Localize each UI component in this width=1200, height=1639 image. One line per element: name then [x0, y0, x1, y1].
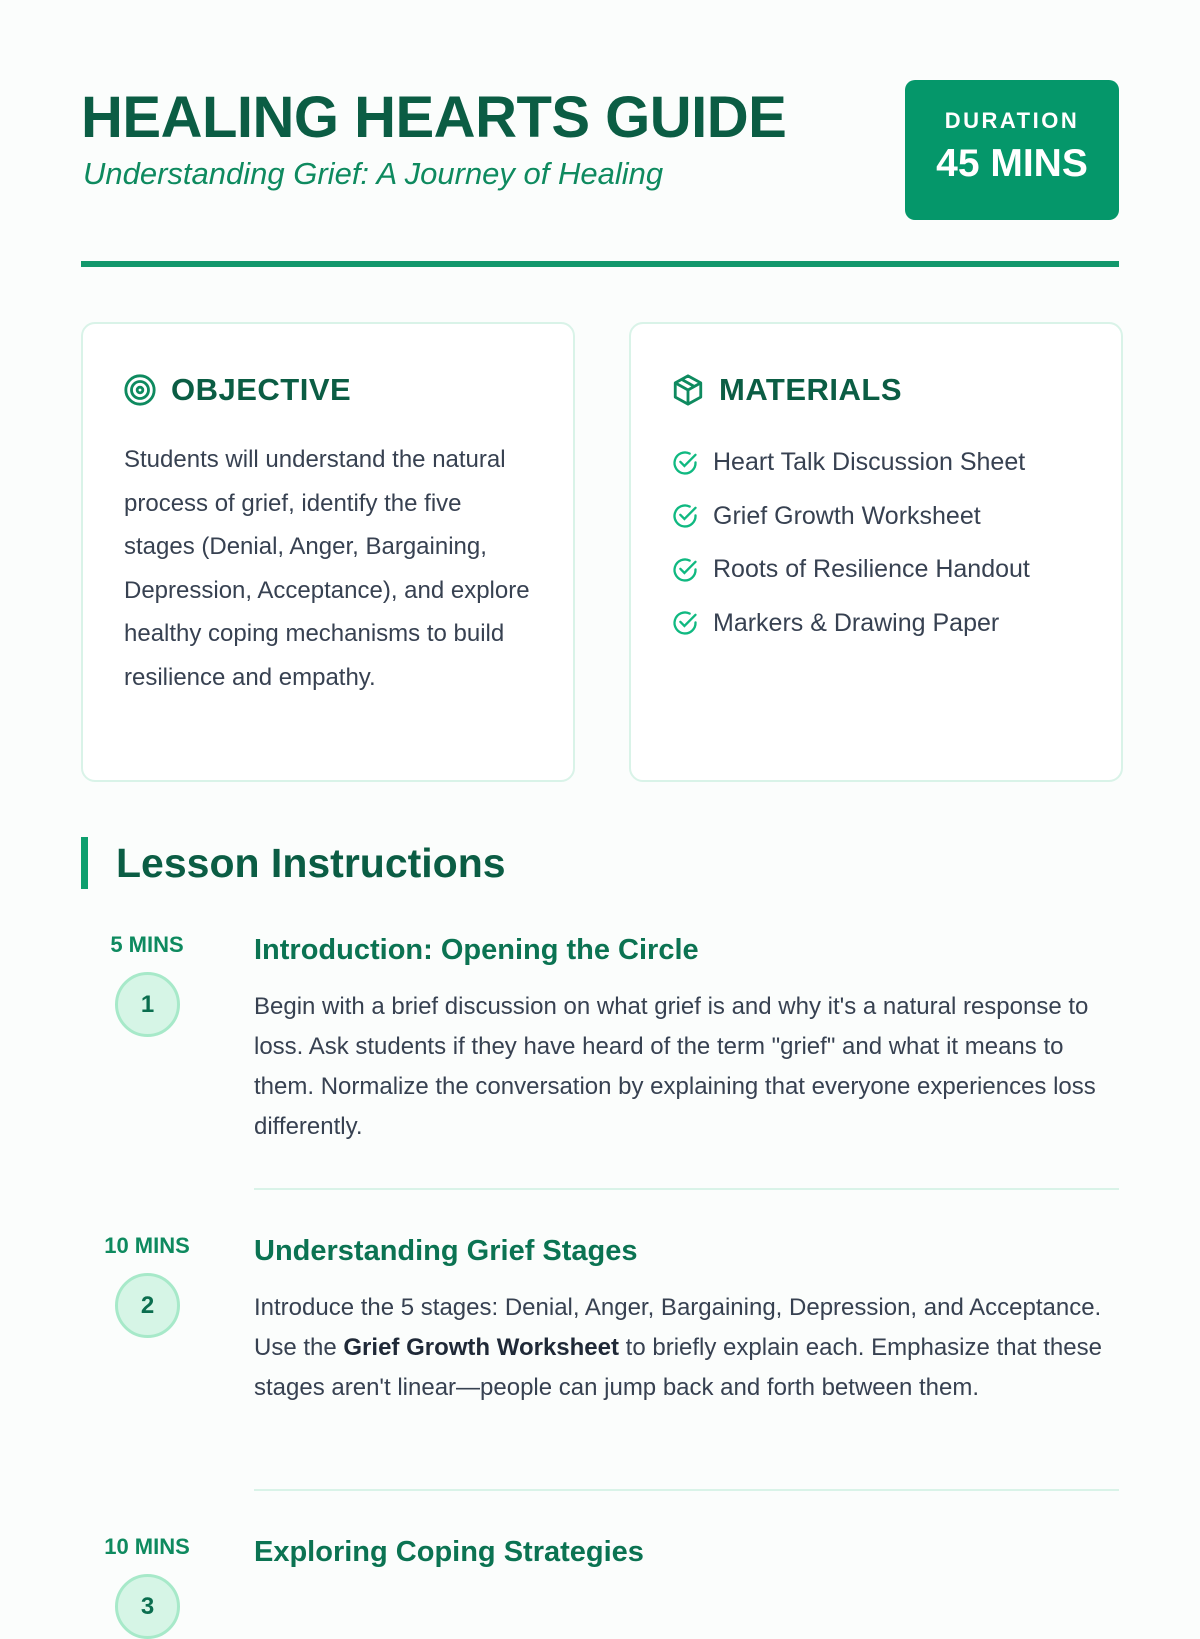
section-title: Lesson Instructions [81, 837, 506, 889]
step-time: 10 MINS [104, 1534, 190, 1559]
header [81, 80, 1119, 220]
objective-header [123, 372, 351, 408]
step-body-text: to briefly explain each. Emphasize that these stages aren't linear—people can jump back and forth between them. [254, 1334, 1102, 1401]
step-time: 10 MINS [104, 1233, 190, 1258]
step-title: Understanding Grief Stages [254, 1235, 638, 1267]
step-body [254, 987, 1119, 1147]
material-label: Roots of Resilience Handout [713, 555, 1030, 584]
step-number: 2 [115, 1273, 180, 1338]
step-separator [254, 1188, 1119, 1190]
material-label: Grief Growth Worksheet [713, 501, 981, 530]
step-time: 5 MINS [110, 932, 184, 957]
step-separator [254, 1489, 1119, 1491]
materials-title: MATERIALS [719, 372, 903, 407]
step-body [254, 1288, 1119, 1408]
duration-label: DURATION [944, 108, 1080, 133]
page-title: HEALING HEARTS GUIDE [81, 85, 787, 150]
materials-card [629, 322, 1123, 782]
material-label: Markers & Drawing Paper [713, 608, 1000, 637]
step-number: 3 [115, 1574, 180, 1639]
step-title: Exploring Coping Strategies [254, 1536, 644, 1568]
check-circle-icon [671, 449, 699, 477]
materials-list [671, 436, 1030, 650]
list-item [671, 543, 1030, 597]
page-subtitle: Understanding Grief: A Journey of Healing [83, 156, 664, 191]
objective-text: Students will understand the natural process of grief, identify the five stages (Denial, Anger, Bargaining, Depression, Acceptance), and explore healthy coping mechanisms to build resilience and empathy. [124, 446, 530, 691]
duration-value: 45 MINS [936, 142, 1088, 185]
check-circle-icon [671, 502, 699, 530]
objective-title: OBJECTIVE [171, 372, 352, 407]
step-body-text: Introduce the 5 stages: Denial, Anger, Bargaining, Depression, and Acceptance. Use the [254, 1294, 1102, 1361]
objective-card [81, 322, 575, 782]
worksheet-reference: Grief Growth Worksheet [343, 1334, 619, 1361]
target-icon [123, 373, 157, 407]
list-item [671, 597, 1030, 651]
check-circle-icon [671, 556, 699, 584]
package-icon [671, 373, 705, 407]
list-item [671, 490, 1030, 544]
step-body-text: Begin with a brief discussion on what grief is and why it's a natural response to loss. Ask students if they have heard of the term "grief" and what it means to them. Normalize the conversation by explaining that everyone experiences loss differently. [254, 993, 1096, 1140]
header-divider [81, 261, 1119, 267]
duration-badge [905, 80, 1119, 220]
step-title: Introduction: Opening the Circle [254, 934, 699, 966]
materials-header [671, 372, 902, 408]
list-item [671, 436, 1030, 490]
material-label: Heart Talk Discussion Sheet [713, 448, 1026, 477]
step-number: 1 [115, 972, 180, 1037]
check-circle-icon [671, 609, 699, 637]
